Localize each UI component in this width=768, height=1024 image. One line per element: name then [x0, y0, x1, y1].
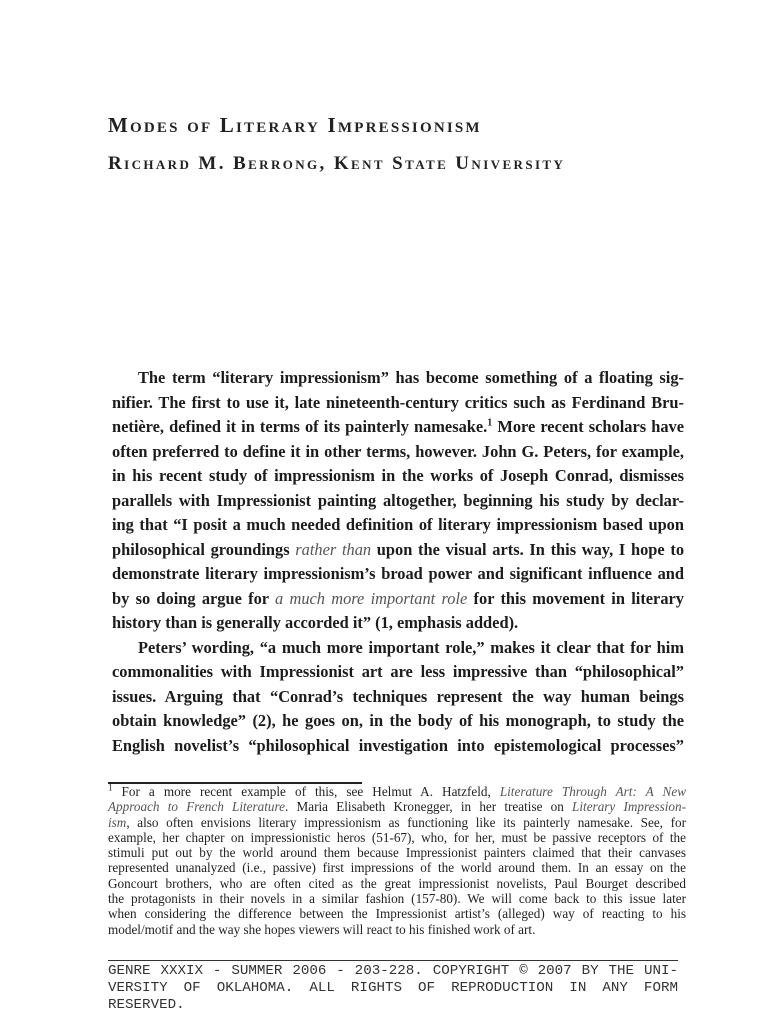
line-text: model/motif and the way she hopes viewers will react to his finished work of art.: [108, 921, 536, 937]
line-text: example, her chapter on impressionistic heros (51-67), who, for her, must be passive receptors of the: [108, 829, 686, 845]
text-line: [108, 922, 686, 937]
text-line: [112, 489, 684, 514]
line-text: often preferred to define it in other terms, however. John G. Peters, for example,: [112, 441, 684, 461]
line-text: history than is generally accorded it” (1, emphasis added).: [112, 613, 519, 632]
line-text: More recent scholars have: [492, 417, 684, 436]
line-text: For a more recent example of this, see Helmut A. Hatzfeld,: [112, 784, 500, 799]
line-text: upon the visual arts. In this way, I hope to: [371, 539, 685, 559]
line-text: parallels with Impressionist painting altogether, beginning his study by declar-: [112, 490, 684, 510]
text-line: [108, 876, 686, 891]
text-line: [112, 391, 684, 416]
text-line: [112, 562, 684, 587]
line-text: commonalities with Impressionist art are less impressive than “philosophical”: [112, 662, 684, 681]
text-line: [112, 611, 684, 636]
footer-divider: [108, 960, 678, 961]
text-line: [108, 784, 686, 799]
line-text: issues. Arguing that “Conrad’s techniques represent the way human beings: [112, 686, 684, 706]
text-line: [112, 734, 684, 759]
emphasis-text: ism: [108, 814, 127, 830]
emphasis-text: rather than: [295, 539, 372, 559]
emphasis-text: Literature Through Art: A New: [499, 784, 686, 799]
line-text: obtain knowledge” (2), he goes on, in the body of his monograph, to study the: [112, 711, 684, 730]
line-text: philosophical groundings: [112, 539, 296, 559]
emphasis-text: a much more important role: [275, 588, 468, 608]
text-line: [112, 660, 684, 685]
line-text: by so doing argue for: [112, 588, 276, 608]
text-line: [108, 815, 686, 830]
text-line: [112, 415, 684, 440]
line-text: ing that “I posit a much needed definition of literary impressionism based upon: [112, 515, 684, 534]
line-text: for this movement in literary: [467, 588, 684, 608]
text-line: [108, 860, 686, 875]
author-affiliation: Richard M. Berrong, Kent State University: [108, 153, 566, 174]
line-text: stimuli put out by the world around them because Impressionist painters claimed that their canvases: [108, 845, 686, 861]
footer-line: RESERVED.: [108, 997, 185, 1013]
line-text: . Maria Elisabeth Kronegger, in her treatise on: [285, 799, 573, 815]
line-text: nifier. The first to use it, late nineteenth-century critics such as Ferdinand Bru-: [112, 392, 684, 412]
text-line: [112, 366, 684, 391]
text-line: [108, 845, 686, 860]
text-line: [108, 906, 686, 921]
text-line: [112, 513, 684, 538]
line-text: Peters’ wording, “a much more important role,” makes it clear that for him: [138, 637, 684, 657]
body-text: [112, 366, 684, 758]
line-text: netière, defined it in terms of its painterly namesake.: [112, 417, 488, 436]
text-line: [108, 799, 686, 814]
line-text: , also often envisions literary impressionism as functioning like its painterly namesake. See, for: [126, 814, 686, 830]
text-line: [108, 891, 686, 906]
text-line: [112, 440, 684, 465]
emphasis-text: Approach to French Literature: [108, 799, 285, 815]
footnote: [108, 784, 686, 937]
emphasis-text: Literary Impression-: [572, 799, 686, 815]
text-line: [112, 587, 684, 612]
text-line: [108, 830, 686, 845]
text-line: [112, 685, 684, 710]
footer-line: VERSITY OF OKLAHOMA. ALL RIGHTS OF REPRODUCTION IN ANY FORM: [108, 980, 678, 996]
line-text: when considering the difference between the Impressionist artist’s (alleged) way of reacting to his: [108, 906, 686, 922]
article-title: Modes of Literary Impressionism: [108, 113, 482, 137]
line-text: the protagonists in their novels in a similar fashion (157-80). We will come back to this issue later: [108, 891, 686, 907]
line-text: English novelist’s “philosophical investigation into epistemological processes”: [112, 735, 684, 755]
text-line: [112, 709, 684, 734]
footer-line: GENRE XXXIX - SUMMER 2006 - 203-228. COPYRIGHT © 2007 BY THE UNI-: [108, 963, 678, 979]
copyright-footer: [108, 963, 678, 1014]
line-text: The term “literary impressionism” has become something of a floating sig-: [138, 368, 684, 387]
text-line: [112, 464, 684, 489]
line-text: represented unanalyzed (i.e., passive) first impressions of the world around them. In an essay on the: [108, 860, 686, 876]
line-text: demonstrate literary impressionism’s broad power and significant influence and: [112, 564, 684, 583]
text-line: [112, 636, 684, 661]
line-text: in his recent study of impressionism in the works of Joseph Conrad, dismisses: [112, 466, 684, 485]
footnote-ref: 1: [108, 782, 113, 793]
line-text: Goncourt brothers, who are often cited as the great impressionist novelists, Paul Bourget described: [108, 875, 686, 891]
text-line: [112, 538, 684, 563]
footnote-ref: 1: [487, 417, 493, 429]
